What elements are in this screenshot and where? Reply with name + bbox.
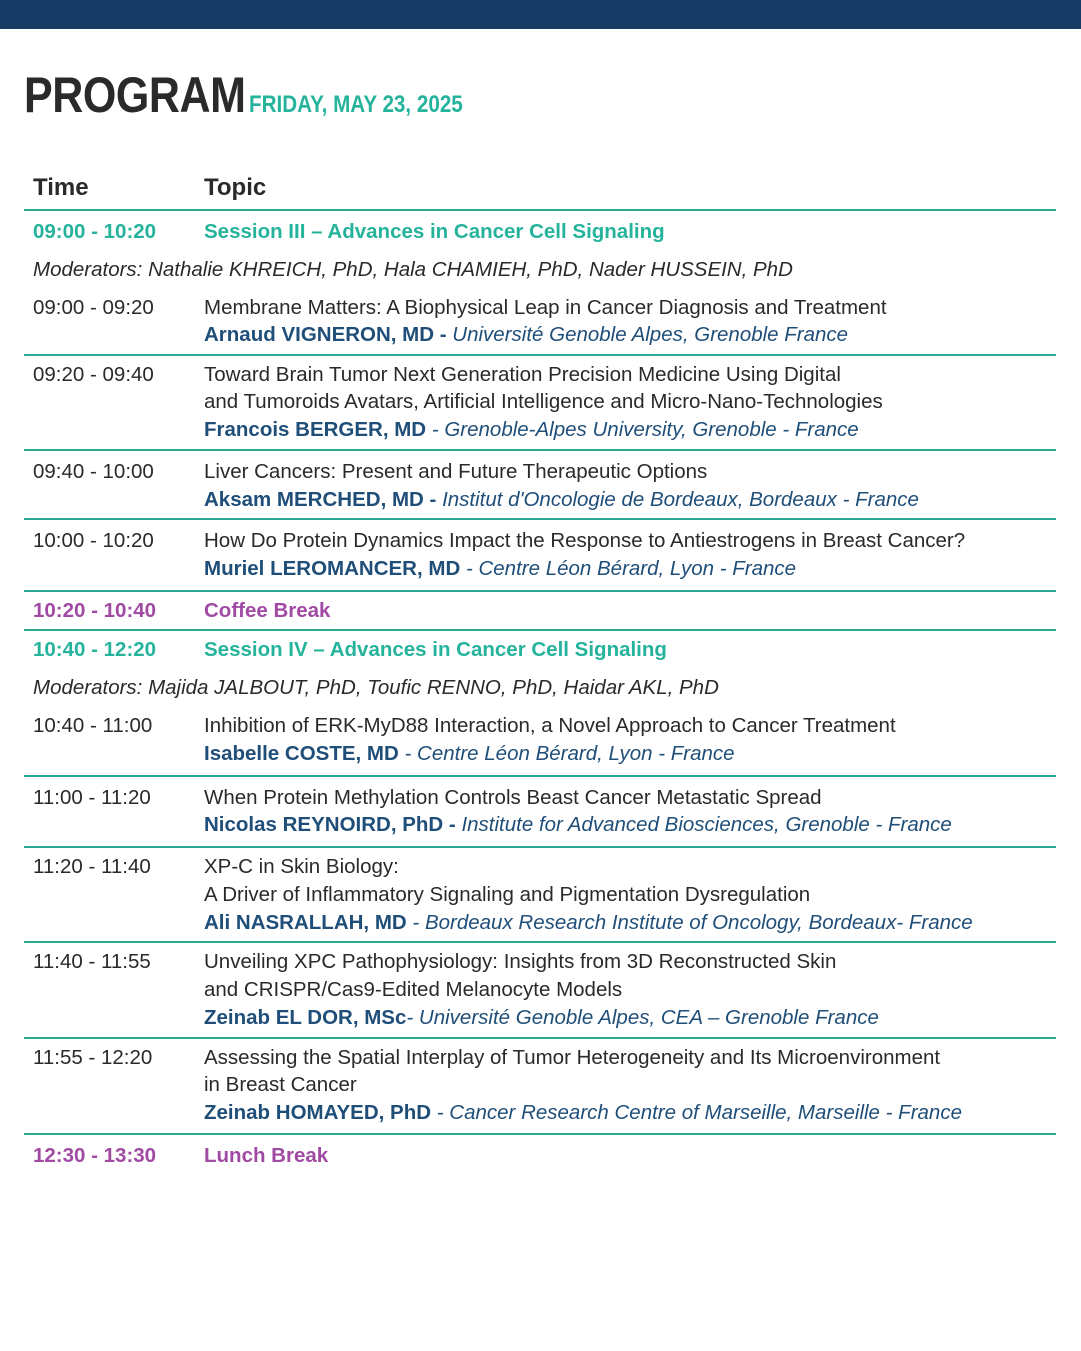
talk-title: Assessing the Spatial Interplay of Tumor Heterogeneity and Its Microenvironment (204, 1046, 941, 1069)
speaker-affiliation: Institut d'Oncologie de Bordeaux, Bordeaux - France (442, 488, 919, 511)
break-label: Lunch Break (204, 1144, 329, 1167)
talk-time: 10:40 - 11:00 (33, 714, 153, 737)
talk-speaker-line (204, 416, 859, 443)
talk-title: When Protein Methylation Controls Beast Cancer Metastatic Spread (204, 786, 822, 809)
talk-title: Toward Brain Tumor Next Generation Precision Medicine Using Digital (204, 363, 841, 386)
break-label: Coffee Break (204, 599, 331, 622)
talk-time: 11:40 - 11:55 (33, 950, 151, 973)
divider (24, 1037, 1056, 1039)
speaker-name: Nicolas REYNOIRD, PhD - (204, 813, 456, 836)
talk-title: Inhibition of ERK-MyD88 Interaction, a Novel Approach to Cancer Treatment (204, 714, 896, 737)
talk-title: How Do Protein Dynamics Impact the Response to Antiestrogens in Breast Cancer? (204, 529, 966, 552)
divider (24, 209, 1056, 211)
speaker-name: Zeinab EL DOR, MSc (204, 1006, 407, 1029)
speaker-name: Ali NASRALLAH, MD (204, 911, 407, 934)
speaker-affiliation: Institute for Advanced Biosciences, Grenoble - France (461, 813, 952, 836)
speaker-affiliation: - Bordeaux Research Institute of Oncology, Bordeaux- France (412, 911, 973, 934)
talk-title: in Breast Cancer (204, 1073, 357, 1096)
divider (24, 941, 1056, 943)
top-banner (0, 0, 1081, 29)
speaker-affiliation: - Centre Léon Bérard, Lyon - France (465, 557, 797, 580)
break-time: 12:30 - 13:30 (33, 1144, 157, 1167)
page-title: PROGRAM (24, 67, 246, 123)
session-moderators: Moderators: Majida JALBOUT, PhD, Toufic RENNO, PhD, Haidar AKL, PhD (33, 676, 719, 699)
divider (24, 590, 1056, 592)
talk-speaker-line (204, 1004, 879, 1031)
talk-speaker-line (204, 909, 973, 936)
talk-speaker-line (204, 1099, 962, 1126)
break-time: 10:20 - 10:40 (33, 599, 157, 622)
talk-speaker-line (204, 486, 919, 513)
divider (24, 449, 1056, 451)
session-moderators: Moderators: Nathalie KHREICH, PhD, Hala CHAMIEH, PhD, Nader HUSSEIN, PhD (33, 258, 793, 281)
session-title: Session IV – Advances in Cancer Cell Signaling (204, 638, 667, 661)
session-time: 10:40 - 12:20 (33, 638, 157, 661)
divider (24, 518, 1056, 520)
talk-title: Unveiling XPC Pathophysiology: Insights from 3D Reconstructed Skin (204, 950, 837, 973)
speaker-affiliation: - Grenoble-Alpes University, Grenoble - France (431, 418, 859, 441)
talk-title: Membrane Matters: A Biophysical Leap in Cancer Diagnosis and Treatment (204, 296, 887, 319)
talk-title: and CRISPR/Cas9-Edited Melanocyte Models (204, 978, 623, 1001)
divider (24, 354, 1056, 356)
talk-speaker-line (204, 321, 848, 348)
talk-title: and Tumoroids Avatars, Artificial Intelligence and Micro-Nano-Technologies (204, 390, 883, 413)
divider (24, 775, 1056, 777)
talk-time: 10:00 - 10:20 (33, 529, 154, 552)
talk-time: 09:00 - 09:20 (33, 296, 154, 319)
speaker-name: Zeinab HOMAYED, PhD (204, 1101, 432, 1124)
speaker-affiliation: - Centre Léon Bérard, Lyon - France (404, 742, 735, 765)
speaker-name: Aksam MERCHED, MD - (204, 488, 437, 511)
talk-title: Liver Cancers: Present and Future Therapeutic Options (204, 460, 708, 483)
speaker-name: Francois BERGER, MD (204, 418, 427, 441)
divider (24, 846, 1056, 848)
speaker-name: Muriel LEROMANCER, MD (204, 557, 461, 580)
session-title: Session III – Advances in Cancer Cell Signaling (204, 220, 665, 243)
talk-time: 09:20 - 09:40 (33, 363, 154, 386)
speaker-affiliation: Université Genoble Alpes, Grenoble France (452, 323, 849, 346)
speaker-affiliation: - Cancer Research Centre of Marseille, Marseille - France (436, 1101, 962, 1124)
session-time: 09:00 - 10:20 (33, 220, 157, 243)
talk-time: 11:00 - 11:20 (33, 786, 151, 809)
talk-speaker-line (204, 555, 796, 582)
talk-speaker-line (204, 811, 952, 838)
talk-time: 11:20 - 11:40 (33, 855, 151, 878)
speaker-name: Isabelle COSTE, MD (204, 742, 399, 765)
column-header-time: Time (33, 174, 89, 201)
divider (24, 629, 1056, 631)
talk-speaker-line (204, 740, 735, 767)
talk-time: 09:40 - 10:00 (33, 460, 154, 483)
talk-title: XP-C in Skin Biology: (204, 855, 399, 878)
speaker-name: Arnaud VIGNERON, MD - (204, 323, 447, 346)
speaker-affiliation: - Université Genoble Alpes, CEA – Grenoble France (406, 1006, 879, 1029)
column-header-topic: Topic (204, 174, 267, 201)
divider (24, 1133, 1056, 1135)
program-date: FRIDAY, MAY 23, 2025 (249, 91, 463, 118)
talk-time: 11:55 - 12:20 (33, 1046, 153, 1069)
talk-title: A Driver of Inflammatory Signaling and Pigmentation Dysregulation (204, 883, 811, 906)
